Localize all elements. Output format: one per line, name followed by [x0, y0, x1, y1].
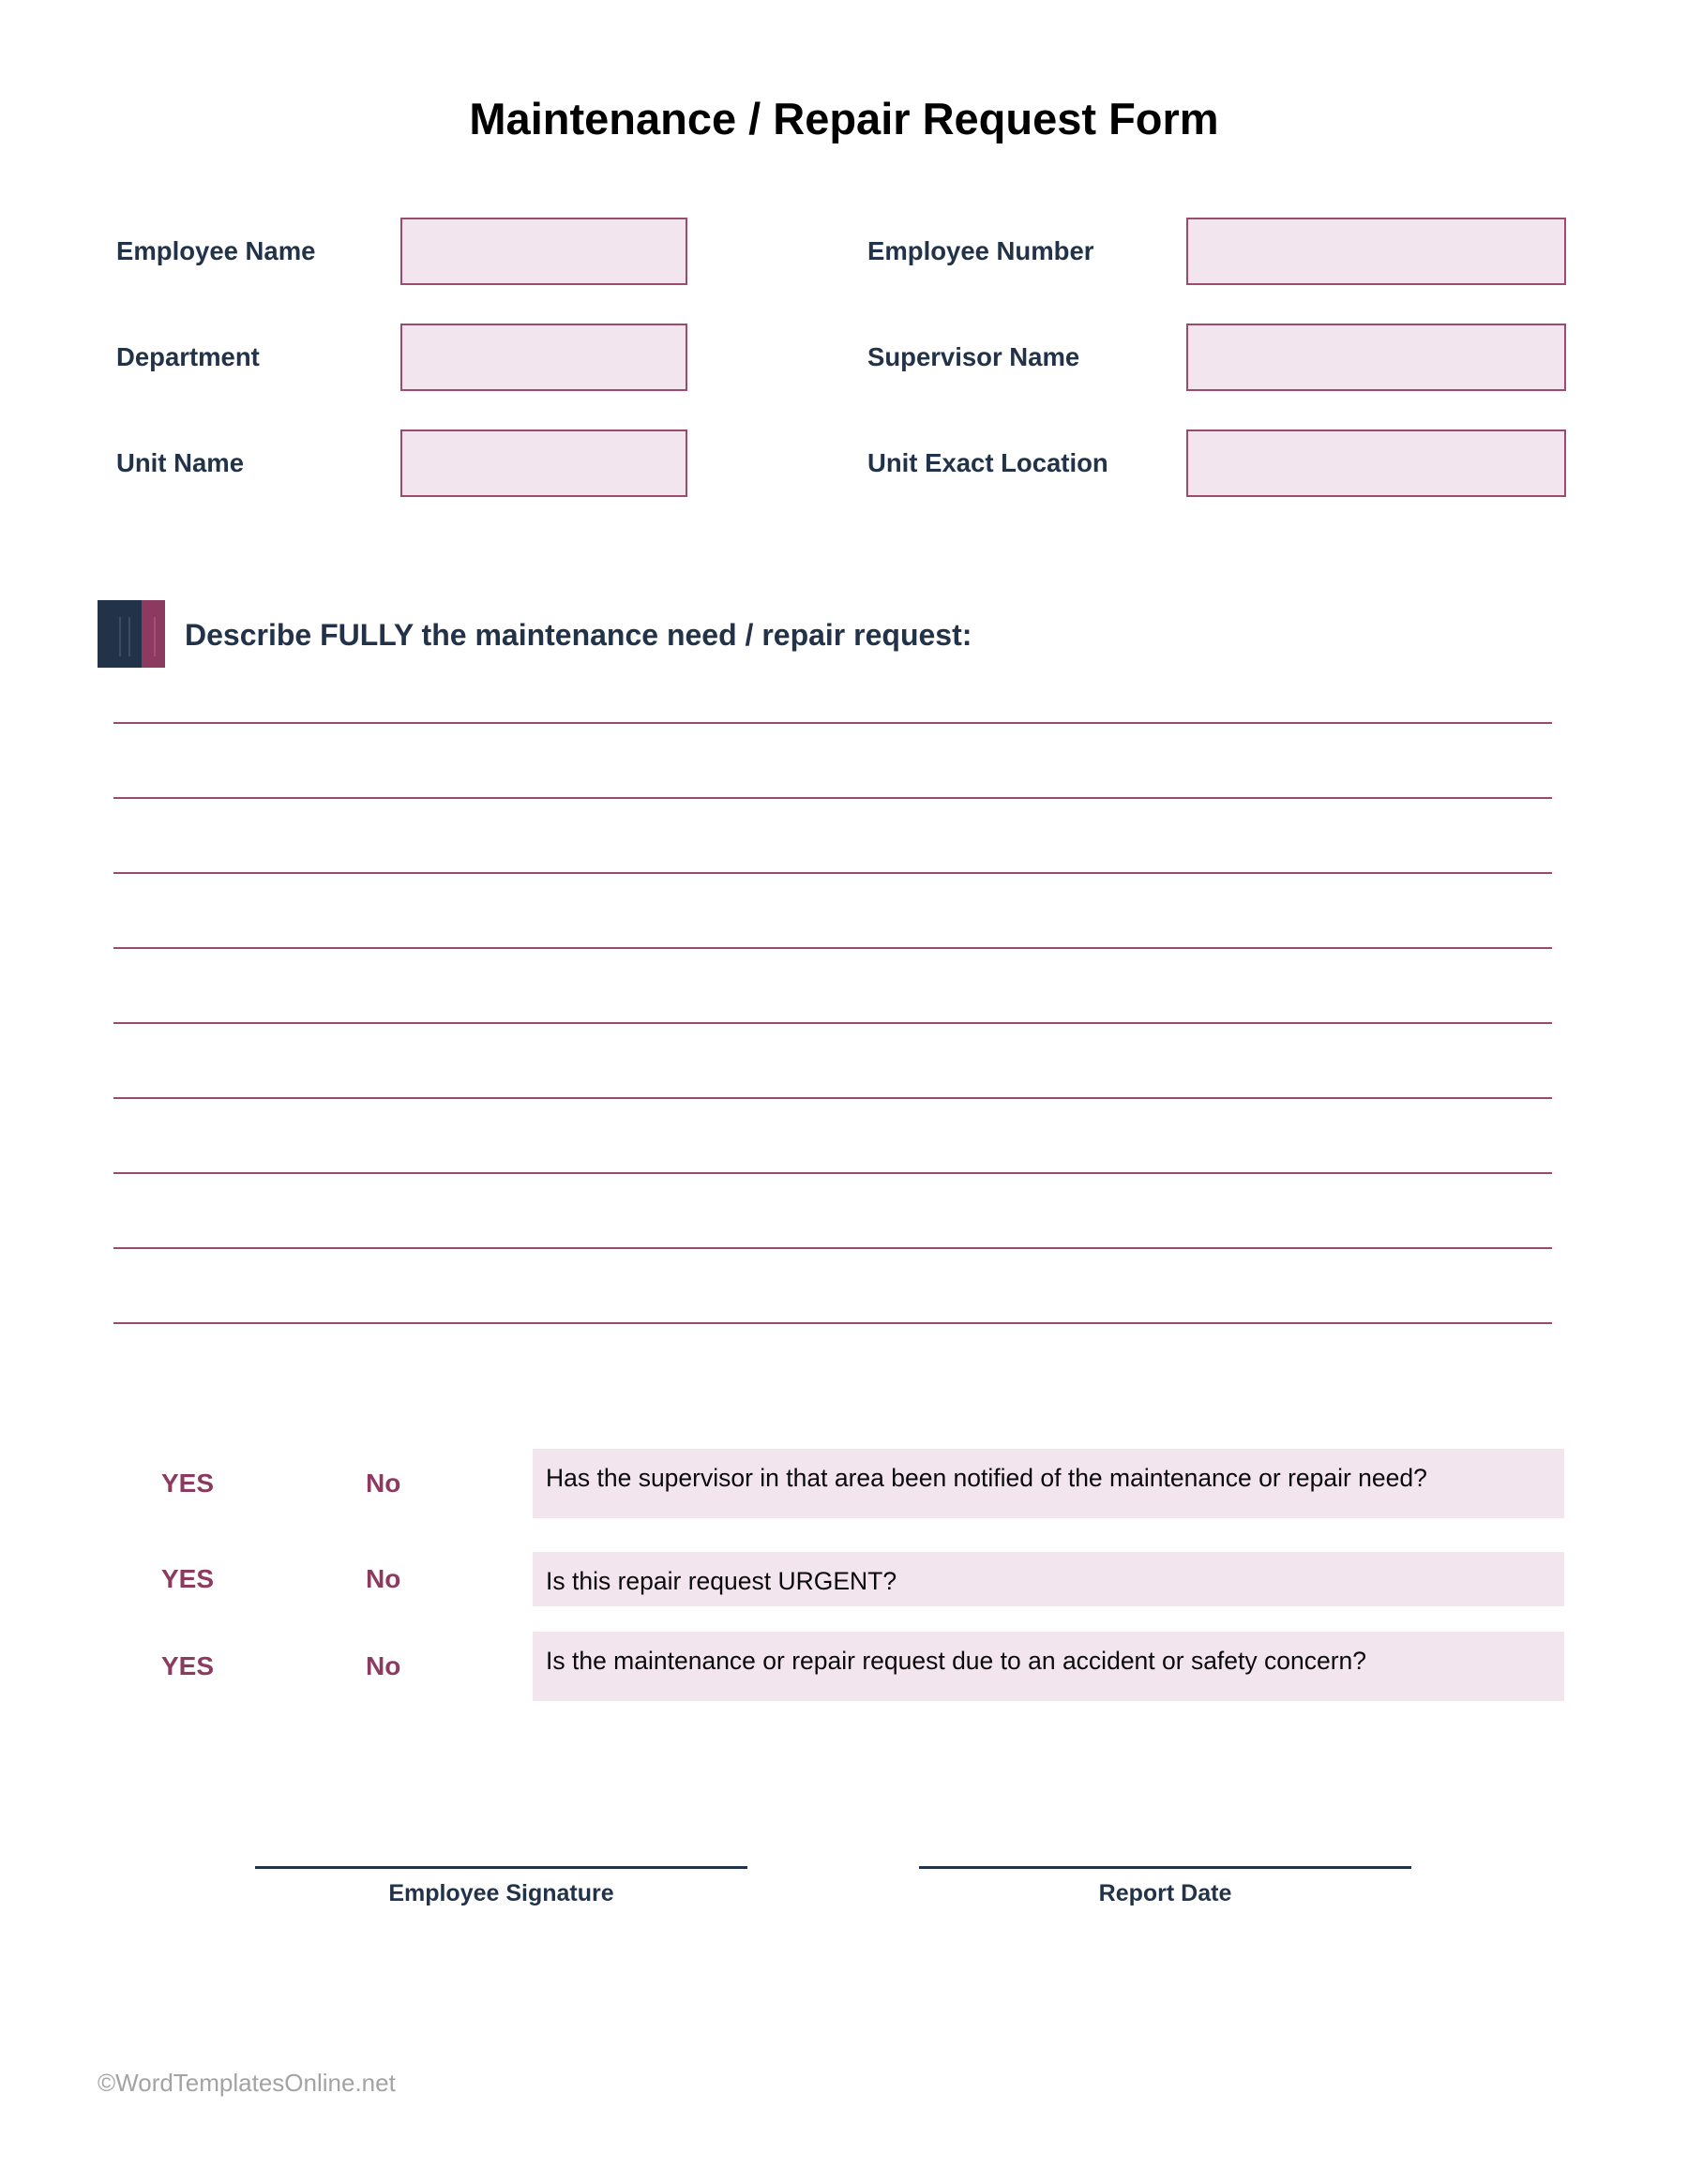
- label-employee-number: Employee Number: [867, 236, 1094, 265]
- label-employee-name: Employee Name: [116, 236, 316, 265]
- description-line[interactable]: [113, 1097, 1552, 1099]
- description-line[interactable]: [113, 947, 1552, 949]
- supervisor-name-field[interactable]: [1186, 324, 1566, 391]
- question-text: Is the maintenance or repair request due to an accident or safety concern?: [533, 1632, 1564, 1701]
- description-line[interactable]: [113, 1022, 1552, 1024]
- label-supervisor-name: Supervisor Name: [867, 342, 1080, 371]
- report-date-line[interactable]: [919, 1866, 1411, 1869]
- description-line[interactable]: [113, 722, 1552, 724]
- book-block-icon: [98, 600, 165, 668]
- employee-number-field[interactable]: [1186, 218, 1566, 285]
- page-title: Maintenance / Repair Request Form: [469, 94, 1219, 143]
- unit-exact-location-field[interactable]: [1186, 429, 1566, 497]
- employee-signature-block: [255, 1866, 747, 1907]
- description-line[interactable]: [113, 1322, 1552, 1324]
- employee-name-field[interactable]: [400, 218, 687, 285]
- report-date-block: [919, 1866, 1411, 1907]
- question-yes-option[interactable]: YES: [161, 1469, 215, 1498]
- question-text: Has the supervisor in that area been notified of the maintenance or repair need?: [533, 1449, 1564, 1518]
- footer-watermark: ©WordTemplatesOnline.net: [98, 2069, 396, 2097]
- report-date-caption: Report Date: [1098, 1880, 1232, 1906]
- label-unit-exact-location: Unit Exact Location: [867, 448, 1108, 477]
- description-line[interactable]: [113, 1247, 1552, 1249]
- description-writing-area[interactable]: [113, 722, 1552, 1388]
- question-row: [0, 1552, 1688, 1606]
- describe-heading: Describe FULLY the maintenance need / repair request:: [185, 618, 972, 652]
- label-unit-name: Unit Name: [116, 448, 244, 477]
- yes-no-questions: [0, 1449, 1688, 1730]
- question-yes-option[interactable]: YES: [161, 1651, 215, 1680]
- describe-section: [0, 598, 1688, 671]
- description-line[interactable]: [113, 1172, 1552, 1174]
- employee-signature-line[interactable]: [255, 1866, 747, 1869]
- description-line[interactable]: [113, 872, 1552, 874]
- question-row: [0, 1632, 1688, 1701]
- label-department: Department: [116, 342, 260, 371]
- question-yes-option[interactable]: YES: [161, 1564, 215, 1593]
- department-field[interactable]: [400, 324, 687, 391]
- description-line[interactable]: [113, 797, 1552, 799]
- question-text: Is this repair request URGENT?: [533, 1552, 1564, 1606]
- question-no-option[interactable]: No: [366, 1469, 401, 1498]
- question-no-option[interactable]: No: [366, 1564, 401, 1593]
- question-row: [0, 1449, 1688, 1518]
- employee-details-grid: [0, 214, 1688, 523]
- field-row: [0, 214, 1688, 289]
- unit-name-field[interactable]: [400, 429, 687, 497]
- field-row: [0, 426, 1688, 501]
- question-no-option[interactable]: No: [366, 1651, 401, 1680]
- signature-area: [0, 1866, 1688, 1951]
- employee-signature-caption: Employee Signature: [388, 1880, 614, 1906]
- field-row: [0, 320, 1688, 395]
